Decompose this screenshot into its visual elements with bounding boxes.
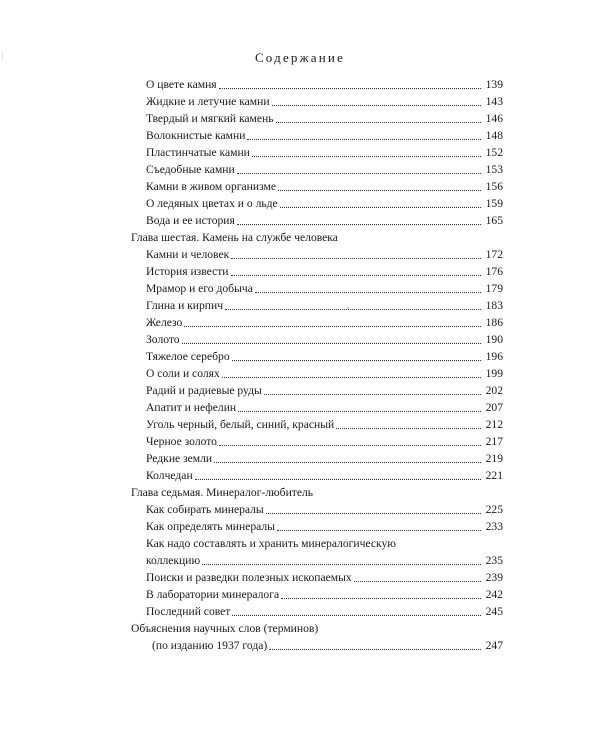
glossary-entry[interactable] (0, 637, 600, 654)
toc-entry-title: Поиски и разведки полезных ископаемых (146, 571, 352, 584)
toc-entry[interactable] (0, 76, 600, 93)
toc-entry[interactable] (0, 297, 600, 314)
toc-entry-title: Редкие земли (146, 452, 213, 465)
toc-entry-page: 247 (485, 639, 503, 652)
toc-entry-page: 152 (485, 146, 503, 159)
toc-entry-title: Черное золото (146, 435, 217, 448)
glossary-title: Объяснения научных слов (терминов) (131, 622, 319, 635)
dot-leader (281, 597, 481, 599)
toc-entry-page: 235 (485, 554, 503, 567)
dot-leader (266, 512, 481, 514)
dot-leader (247, 138, 481, 140)
toc-entry-page: 239 (485, 571, 503, 584)
toc-entry-title: Апатит и нефелин (146, 401, 237, 414)
dot-leader (202, 563, 481, 565)
dot-leader (238, 410, 481, 412)
toc-entry-page: 156 (485, 180, 503, 193)
dot-leader (255, 291, 481, 293)
dot-leader (231, 257, 481, 259)
toc-entry-wrapped-line1[interactable] (0, 535, 600, 552)
dot-leader (182, 342, 481, 344)
dot-leader (264, 393, 481, 395)
toc-entry[interactable] (0, 178, 600, 195)
toc-entry-title: Золото (146, 333, 180, 346)
dot-leader (214, 461, 481, 463)
toc-entry[interactable] (0, 416, 600, 433)
toc-entry[interactable] (0, 280, 600, 297)
toc-entry-page: 165 (485, 214, 503, 227)
toc-entry-page: 139 (485, 78, 503, 91)
toc-entry[interactable] (0, 450, 600, 467)
toc-entry-title: О соли и солях (146, 367, 220, 380)
scan-speck (347, 307, 349, 309)
toc-entry[interactable] (0, 569, 600, 586)
toc-entry-page: 242 (485, 588, 503, 601)
glossary-heading[interactable] (0, 620, 600, 637)
toc-entry-title: Глина и кирпич (146, 299, 224, 312)
toc-entry[interactable] (0, 518, 600, 535)
dot-leader (222, 376, 481, 378)
dot-leader (272, 104, 481, 106)
toc-entry-title: Уголь черный, белый, синий, красный (146, 418, 335, 431)
toc-entry-title: Камни в живом организме (146, 180, 276, 193)
toc-entry[interactable] (0, 246, 600, 263)
dot-leader (232, 359, 481, 361)
dot-leader (184, 325, 481, 327)
dot-leader (252, 155, 481, 157)
toc-entry-title: О ледяных цветах и о льде (146, 197, 278, 210)
chapter-title: Глава седьмая. Минералог-любитель (131, 486, 314, 499)
dot-leader (354, 580, 481, 582)
toc-entry-page: 207 (485, 401, 503, 414)
toc-entry[interactable] (0, 331, 600, 348)
toc-entry[interactable] (0, 365, 600, 382)
toc-entry[interactable] (0, 127, 600, 144)
chapter-heading[interactable] (0, 229, 600, 246)
toc-entry-page: 183 (485, 299, 503, 312)
toc-entry-page: 212 (485, 418, 503, 431)
dot-leader (269, 648, 481, 650)
toc-entry-title: Железо (146, 316, 183, 329)
toc-entry-page: 217 (485, 435, 503, 448)
toc-entry[interactable] (0, 93, 600, 110)
toc-entry-title: Камни и человек (146, 248, 230, 261)
toc-entry-title: Вода и ее история (146, 214, 235, 227)
toc-entry-title: В лаборатории минералога (146, 588, 280, 601)
toc-entry-title: История извести (146, 265, 229, 278)
toc-entry[interactable] (0, 399, 600, 416)
toc-entry-page: 172 (485, 248, 503, 261)
toc-entry[interactable] (0, 110, 600, 127)
toc-entry[interactable] (0, 263, 600, 280)
toc-entry-title-cont: коллекцию (146, 554, 201, 567)
toc-entry-page: 176 (485, 265, 503, 278)
toc-entry[interactable] (0, 314, 600, 331)
toc-entry-page: 159 (485, 197, 503, 210)
chapter-title: Глава шестая. Камень на службе человека (131, 231, 338, 244)
toc-entry-page: 179 (485, 282, 503, 295)
toc-entry-page: 221 (485, 469, 503, 482)
toc-entry-title: Мрамор и его добыча (146, 282, 253, 295)
dot-leader (195, 478, 481, 480)
toc-entry[interactable] (0, 195, 600, 212)
dot-leader (232, 614, 481, 616)
chapter-heading[interactable] (0, 484, 600, 501)
toc-entry-page: 225 (485, 503, 503, 516)
toc-entry-title: Как собирать минералы (146, 503, 264, 516)
toc-entry-title: Жидкие и летучие камни (146, 95, 270, 108)
toc-entry-page: 148 (485, 129, 503, 142)
dot-leader (231, 274, 481, 276)
toc-entry[interactable] (0, 467, 600, 484)
dot-leader (237, 223, 481, 225)
glossary-subtitle: (по изданию 1937 года) (152, 639, 268, 652)
dot-leader (237, 172, 481, 174)
toc-entry[interactable] (0, 348, 600, 365)
toc-entry[interactable] (0, 433, 600, 450)
toc-entry-page: 219 (485, 452, 503, 465)
toc-entry[interactable] (0, 382, 600, 399)
toc-entry-title: Съедобные камни (146, 163, 235, 176)
toc-entry-title: Колчедан (146, 469, 193, 482)
toc-entry-page: 143 (485, 95, 503, 108)
toc-entry-title: Последний совет (146, 605, 231, 618)
toc-entry-title: Пластинчатые камни (146, 146, 250, 159)
toc-entry-title: Тяжелое серебро (146, 350, 230, 363)
dot-leader (278, 189, 481, 191)
dot-leader (219, 87, 481, 89)
toc-entry[interactable] (0, 603, 600, 620)
toc-entry-wrapped-line2[interactable] (0, 552, 600, 569)
toc-entry-title: О цвете камня (146, 78, 217, 91)
toc-entry-page: 233 (485, 520, 503, 533)
dot-leader (225, 308, 481, 310)
toc-entry-page: 186 (485, 316, 503, 329)
toc-entry-title: Твердый и мягкий камень (146, 112, 274, 125)
dot-leader (219, 444, 481, 446)
toc-entry-title: Как определять минералы (146, 520, 275, 533)
toc-entry-page: 153 (485, 163, 503, 176)
dot-leader (277, 529, 481, 531)
dot-leader (280, 206, 481, 208)
toc-entry-page: 146 (485, 112, 503, 125)
table-of-contents (0, 76, 600, 654)
toc-entry-page: 199 (485, 367, 503, 380)
toc-entry[interactable] (0, 586, 600, 603)
toc-entry[interactable] (0, 212, 600, 229)
toc-entry-title: Волокнистые камни (146, 129, 246, 142)
toc-entry-title: Как надо составлять и хранить минералогическую (146, 537, 396, 550)
toc-entry-page: 196 (485, 350, 503, 363)
toc-entry-page: 190 (485, 333, 503, 346)
toc-entry[interactable] (0, 501, 600, 518)
page-title: Содержание (254, 50, 346, 65)
dot-leader (276, 121, 481, 123)
toc-entry[interactable] (0, 144, 600, 161)
toc-entry-page: 202 (485, 384, 503, 397)
toc-entry-title: Радий и радиевые руды (146, 384, 262, 397)
toc-entry-page: 245 (485, 605, 503, 618)
toc-entry[interactable] (0, 161, 600, 178)
dot-leader (336, 427, 481, 429)
